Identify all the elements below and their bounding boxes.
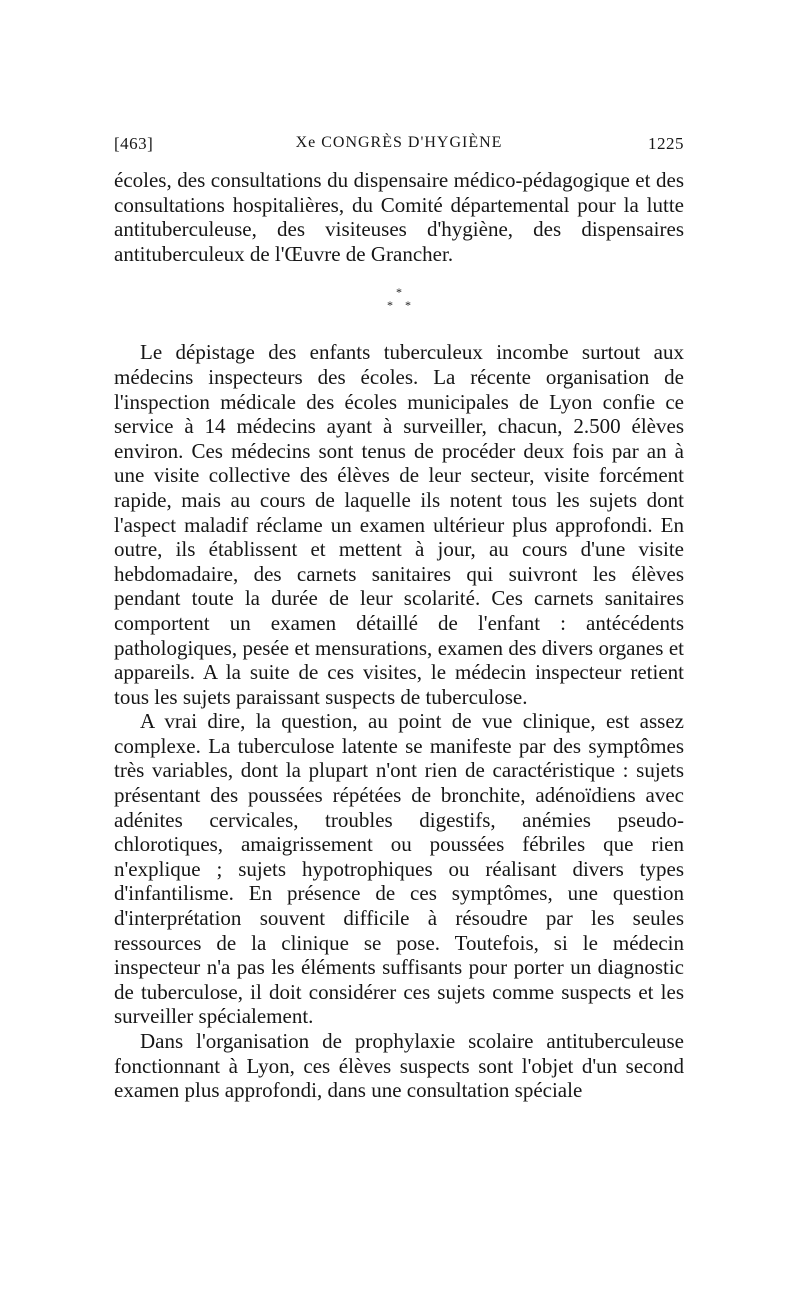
asterism-separator bbox=[114, 266, 684, 340]
asterism-bottom-stars: ** bbox=[387, 298, 423, 313]
page-reference: [463] bbox=[114, 134, 154, 153]
page-number: 1225 bbox=[648, 134, 684, 153]
running-title: Xe CONGRÈS D'HYGIÈNE bbox=[295, 134, 503, 151]
paragraph: Dans l'organisation de prophylaxie scolaire antituberculeuse fonctionnant à Lyon, ces élèves suspects sont l'objet d'un second examen plus approfondi, dans une consultation spéciale bbox=[114, 1029, 684, 1103]
paragraph-continued: écoles, des consultations du dispensaire médico-pédagogique et des consultations hospitalières, du Comité départemental pour la lutte antituberculeuse, des visiteuses d'hygiène, des dispensaires antituberculeux de l'Œuvre de Grancher. bbox=[114, 168, 684, 266]
body-text bbox=[114, 168, 684, 1103]
running-header bbox=[114, 134, 684, 160]
paragraph: A vrai dire, la question, au point de vue clinique, est assez complexe. La tuberculose latente se manifeste par des symptômes très variables, dont la plupart n'ont rien de caractéristique : sujets présentant des poussées répétées de bronchite, adénoïdiens avec adénites cervicales, troubles digestifs, anémies pseudo-chlorotiques, amaigrissement ou poussées fébriles que rien n'explique ; sujets hypotrophiques ou réalisant divers types d'infantilisme. En présence de ces symptômes, une question d'interprétation souvent difficile à résoudre par les seules ressources de la clinique se pose. Toutefois, si le médecin inspecteur n'a pas les éléments suffisants pour porter un diagnostic de tuberculose, il doit considérer ces sujets comme suspects et les surveiller spécialement. bbox=[114, 709, 684, 1029]
asterism-top-star: * bbox=[396, 285, 402, 300]
paragraph: Le dépistage des enfants tuberculeux incombe surtout aux médecins inspecteurs des écoles. La récente organisation de l'inspection médicale des écoles municipales de Lyon confie ce service à 14 médecins ayant à surveiller, chacun, 2.500 élèves environ. Ces médecins sont tenus de procéder deux fois par an à une visite collective des élèves de leur secteur, visite forcément rapide, mais au cours de laquelle ils notent tous les sujets dont l'aspect maladif réclame un examen ultérieur plus approfondi. En outre, ils établissent et mettent à jour, au cours d'une visite hebdomadaire, des carnets sanitaires qui suivront les élèves pendant toute la durée de leur scolarité. Ces carnets sanitaires comportent un examen détaillé de l'enfant : antécédents pathologiques, pesée et mensurations, examen des divers organes et appareils. A la suite de ces visites, le médecin inspecteur retient tous les sujets paraissant suspects de tuberculose. bbox=[114, 340, 684, 709]
